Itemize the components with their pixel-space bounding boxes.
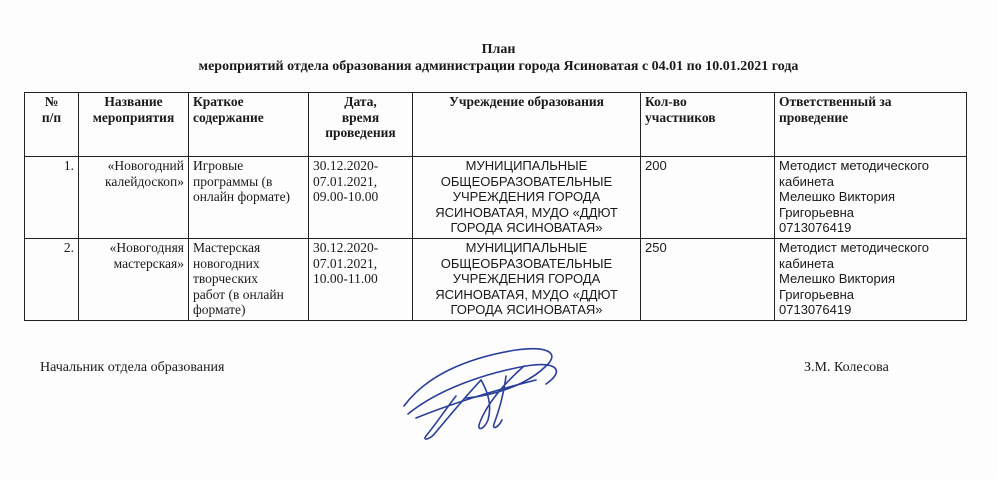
cell-number: 2. [25,239,79,321]
cell-event-name: «Новогодний калейдоскоп» [79,157,189,239]
cell-summary: Мастерская новогодних творческих работ (в онлайн формате) [189,239,309,321]
cell-institution: МУНИЦИПАЛЬНЫЕ ОБЩЕОБРАЗОВАТЕЛЬНЫЕ УЧРЕЖДЕНИЯ ГОРОДА ЯСИНОВАТАЯ, МУДО «ДДЮТ ГОРОДА ЯСИНОВАТАЯ» [413,157,641,239]
column-header-event-name: Название мероприятия [79,93,189,157]
column-header-summary: Краткое содержание [189,93,309,157]
cell-participants: 200 [641,157,775,239]
events-plan-table [24,92,967,321]
signature-stroke [425,380,481,439]
cell-event-name: «Новогодняя мастерская» [79,239,189,321]
column-header-date-time: Дата, время проведения [309,93,413,157]
cell-date-time: 30.12.2020- 07.01.2021, 10.00-11.00 [309,239,413,321]
cell-institution: МУНИЦИПАЛЬНЫЕ ОБЩЕОБРАЗОВАТЕЛЬНЫЕ УЧРЕЖДЕНИЯ ГОРОДА ЯСИНОВАТАЯ, МУДО «ДДЮТ ГОРОДА ЯСИНОВАТАЯ» [413,239,641,321]
cell-number: 1. [25,157,79,239]
column-header-responsible: Ответственный за проведение [775,93,967,157]
document-subtitle: мероприятий отдела образования администрации города Ясиноватая с 04.01 по 10.01.2021 года [198,59,799,74]
handwritten-signature [396,336,576,446]
signature-stroke [408,365,556,414]
cell-responsible: Методист методического кабинета Мелешко Виктория Григорьевна 0713076419 [775,239,967,321]
column-header-number: № п/п [25,93,79,157]
document-title: План [481,42,516,57]
cell-date-time: 30.12.2020- 07.01.2021, 09.00-10.00 [309,157,413,239]
column-header-participants: Кол-во участников [641,93,775,157]
signatory-position: Начальник отдела образования [40,360,225,375]
table-header-row [25,93,967,157]
signatory-name: З.М. Колесова [804,360,889,375]
table-row [25,239,967,321]
signature-stroke [494,376,506,427]
column-header-institution: Учреждение образования [413,93,641,157]
table-row [25,157,967,239]
cell-summary: Игровые программы (в онлайн формате) [189,157,309,239]
cell-participants: 250 [641,239,775,321]
cell-responsible: Методист методического кабинета Мелешко Виктория Григорьевна 0713076419 [775,157,967,239]
